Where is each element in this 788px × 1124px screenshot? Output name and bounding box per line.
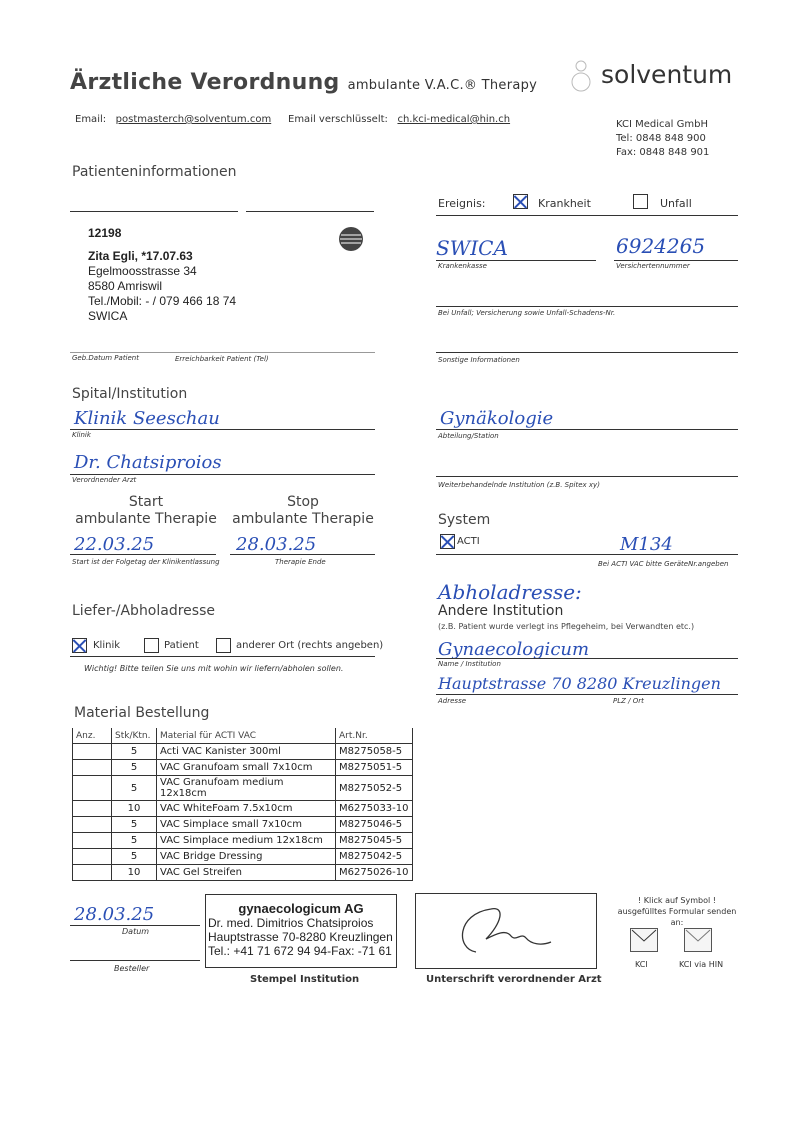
logo-icon — [567, 56, 597, 96]
start-date[interactable]: 22.03.25 — [74, 534, 155, 555]
material-table — [72, 728, 413, 881]
spital-section-title: Spital/Institution — [72, 386, 188, 402]
start-title: Start ambulante Therapie — [75, 494, 217, 527]
enc-email-label: Email verschlüsselt: — [288, 114, 388, 125]
patient-street: Egelmoosstrasse 34 — [88, 264, 197, 278]
table-row: 5 VAC Simplace medium 12x18cm M8275045-5 — [73, 833, 413, 849]
table-row: 10 VAC Gel Streifen M6275026-10 — [73, 865, 413, 881]
anderer-ort-label: anderer Ort (rechts angeben) — [236, 640, 384, 651]
vers-value[interactable]: 6924265 — [616, 234, 706, 258]
besteller-label: Besteller — [114, 964, 150, 973]
anz-cell[interactable] — [73, 865, 112, 881]
col-anz: Anz. — [73, 728, 112, 744]
stop-title: Stop ambulante Therapie — [232, 494, 374, 527]
klinik-value[interactable]: Klinik Seeschau — [74, 408, 220, 429]
col-stk: Stk/Ktn. — [112, 728, 157, 744]
event-label: Ereignis: — [438, 197, 486, 210]
company-info — [616, 118, 709, 160]
signature-box[interactable] — [415, 893, 597, 969]
start-label: Start ist der Folgetag der Klinikentlassung — [72, 558, 220, 566]
abhol-address-value[interactable]: Hauptstrasse 70 8280 Kreuzlingen — [438, 674, 721, 693]
patient-insurer: SWICA — [88, 309, 128, 323]
patient-id: 12198 — [88, 226, 122, 240]
anz-cell[interactable] — [73, 760, 112, 776]
krankheit-label: Krankheit — [538, 197, 591, 210]
liefer-note: Wichtig! Bitte teilen Sie uns mit wohin wir liefern/abholen sollen. — [84, 664, 344, 673]
krankheit-checkbox[interactable] — [513, 194, 528, 209]
table-row: 5 VAC Bridge Dressing M8275042-5 — [73, 849, 413, 865]
abhol-name-label: Name / Institution — [438, 660, 501, 668]
table-row: 5 VAC Granufoam small 7x10cm M8275051-5 — [73, 760, 413, 776]
abteilung-label: Abteilung/Station — [438, 432, 499, 440]
anz-cell[interactable] — [73, 776, 112, 801]
patient-city: 8580 Amriswil — [88, 279, 163, 293]
mail-kci-hin-icon[interactable] — [684, 928, 712, 952]
abteilung-value[interactable]: Gynäkologie — [440, 408, 554, 429]
klinik-option-label: Klinik — [93, 640, 121, 651]
form-title: Ärztliche Verordnung ambulante V.A.C.® Therapy — [70, 70, 538, 95]
enc-email-row — [288, 114, 510, 125]
kasse-label: Krankenkasse — [438, 262, 487, 270]
stamp-line-4: Tel.: +41 71 672 94 94-Fax: -71 61 — [208, 944, 392, 958]
patient-label — [88, 226, 236, 324]
unfall-label: Unfall — [660, 197, 692, 210]
unfall-checkbox[interactable] — [633, 194, 648, 209]
reach-label: Erreichbarkeit Patient (Tel) — [175, 355, 269, 363]
enc-email-link[interactable]: ch.kci-medical@hin.ch — [397, 114, 511, 125]
kasse-value[interactable]: SWICA — [436, 236, 508, 260]
geraet-value[interactable]: M134 — [620, 534, 673, 555]
sonstige-label: Sonstige Informationen — [438, 356, 520, 364]
stamp-line-2: Dr. med. Dimitrios Chatsiproios — [208, 916, 374, 930]
stop-label: Therapie Ende — [275, 558, 326, 566]
mail-kci-icon[interactable] — [630, 928, 658, 952]
col-artnr: Art.Nr. — [336, 728, 413, 744]
email-row — [75, 114, 271, 125]
order-date[interactable]: 28.03.25 — [74, 904, 155, 925]
system-section-title: System — [438, 512, 491, 528]
anz-cell[interactable] — [73, 849, 112, 865]
liefer-section-title: Liefer-/Abholadresse — [72, 603, 215, 619]
abhol-address-label: Adresse — [438, 697, 467, 705]
click-note: ! Klick auf Symbol ! — [638, 896, 716, 905]
anz-cell[interactable] — [73, 817, 112, 833]
solventum-logo — [567, 56, 747, 96]
send-instructions — [612, 895, 742, 928]
klinik-label: Klinik — [72, 431, 91, 439]
table-row: 5 VAC Granufoam medium 12x18cm M8275052-5 — [73, 776, 413, 801]
send-note: ausgefülltes Formular senden an: — [617, 907, 737, 927]
abhol-note: (z.B. Patient wurde verlegt ins Pflegeheim, bei Verwandten etc.) — [438, 622, 695, 631]
logo-text: solventum — [601, 60, 733, 89]
institution-stamp — [205, 894, 397, 968]
company-name: KCI Medical GmbH — [616, 119, 708, 130]
stop-date[interactable]: 28.03.25 — [236, 534, 317, 555]
weiter-label: Weiterbehandelnde Institution (z.B. Spitex xy) — [438, 481, 600, 489]
vers-label: Versichertennummer — [616, 262, 690, 270]
email-label: Email: — [75, 114, 107, 125]
klinik-checkbox[interactable] — [72, 638, 87, 653]
table-row: 5 VAC Simplace small 7x10cm M8275046-5 — [73, 817, 413, 833]
table-row: 10 VAC WhiteFoam 7.5x10cm M6275033-10 — [73, 801, 413, 817]
form-subtitle: ambulante V.A.C.® Therapy — [347, 78, 538, 93]
acti-checkbox[interactable] — [440, 534, 455, 549]
anz-cell[interactable] — [73, 744, 112, 760]
geraet-label: Bei ACTI VAC bitte GeräteNr.angeben — [598, 560, 729, 568]
anz-cell[interactable] — [73, 833, 112, 849]
date-label: Datum — [122, 927, 150, 936]
arzt-label: Verordnender Arzt — [72, 476, 137, 484]
patient-section-title: Patienteninformationen — [72, 164, 237, 180]
abhol-name-value[interactable]: Gynaecologicum — [438, 639, 590, 660]
email-link[interactable]: postmasterch@solventum.com — [115, 114, 272, 125]
patient-name: Zita Egli, *17.07.63 — [88, 249, 193, 263]
kci-hin-label: KCI via HIN — [679, 960, 724, 969]
abhol-handwritten: Abholadresse: — [438, 580, 582, 604]
anz-cell[interactable] — [73, 801, 112, 817]
patient-tel: Tel./Mobil: - / 079 466 18 74 — [88, 294, 237, 308]
signature-icon — [416, 894, 596, 968]
barcode-icon — [338, 226, 364, 252]
col-material: Material für ACTI VAC — [157, 728, 336, 744]
patient-checkbox[interactable] — [144, 638, 159, 653]
material-section-title: Material Bestellung — [74, 705, 210, 721]
stamp-label: Stempel Institution — [250, 974, 360, 985]
acti-label: ACTI — [457, 536, 480, 547]
patient-option-label: Patient — [164, 640, 199, 651]
stamp-line-1: gynaecologicum AG — [238, 901, 364, 916]
stamp-line-3: Hauptstrasse 70-8280 Kreuzlingen — [208, 930, 393, 944]
abhol-title: Andere Institution — [438, 603, 564, 619]
arzt-value[interactable]: Dr. Chatsiproios — [74, 452, 222, 473]
company-fax: Fax: 0848 848 901 — [616, 147, 710, 158]
table-row: 5 Acti VAC Kanister 300ml M8275058-5 — [73, 744, 413, 760]
company-tel: Tel: 0848 848 900 — [616, 133, 706, 144]
kci-label: KCI — [635, 960, 648, 969]
anderer-ort-checkbox[interactable] — [216, 638, 231, 653]
abhol-plz-label: PLZ / Ort — [613, 697, 644, 705]
unfall-ins-label: Bei Unfall; Versicherung sowie Unfall-Schadens-Nr. — [438, 309, 616, 317]
signature-label: Unterschrift verordnender Arzt — [426, 974, 602, 985]
dob-label: Geb.Datum Patient — [72, 354, 139, 362]
